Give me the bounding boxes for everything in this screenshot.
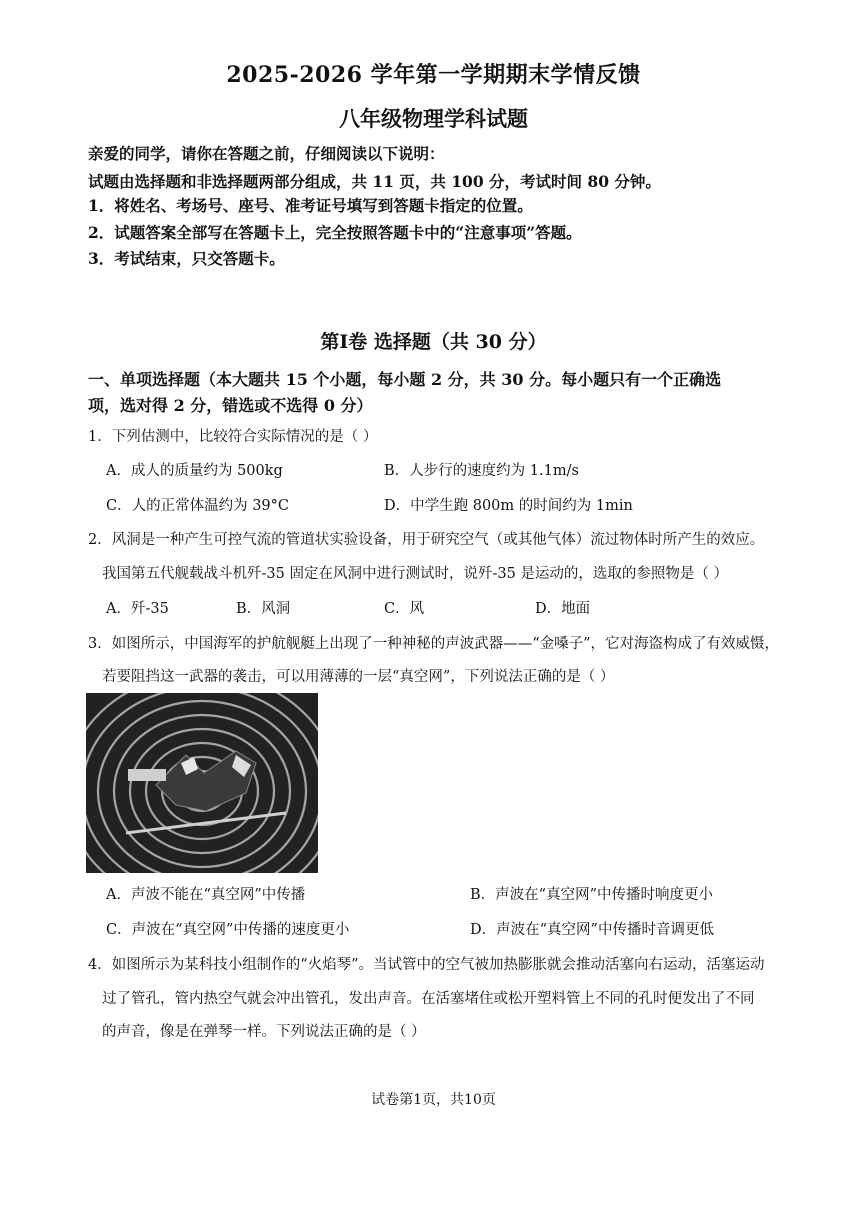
section-title: 第Ⅰ卷 选择题（共 30 分） — [320, 331, 547, 353]
question-1-option-b: B．人步行的速度约为 1.1m/s — [384, 463, 579, 479]
question-2-option-a: A．歼-35 — [106, 601, 169, 617]
sound-wave-weapon-figure — [86, 693, 318, 873]
question-3-option-d: D．声波在“真空网”中传播时音调更低 — [470, 922, 714, 938]
exam-subtitle: 八年级物理学科试题 — [339, 106, 528, 131]
page-footer: 试卷第1页，共10页 — [371, 1092, 496, 1108]
part-title: 项，选对得 2 分，错选或不选得 0 分） — [88, 396, 373, 415]
intro-line: 3．考试结束，只交答题卡。 — [88, 249, 285, 268]
intro-line: 2．试题答案全部写在答题卡上，完全按照答题卡中的“注意事项”答题。 — [88, 223, 582, 242]
question-3-option-a: A．声波不能在“真空网”中传播 — [106, 887, 306, 903]
question-3-option-c: C．声波在“真空网”中传播的速度更小 — [106, 922, 350, 938]
question-3-option-b: B．声波在“真空网”中传播时响度更小 — [470, 887, 713, 903]
question-4-stem: 的声音，像是在弹琴一样。下列说法正确的是（ ） — [102, 1024, 426, 1040]
intro-line: 1．将姓名、考场号、座号、准考证号填写到答题卡指定的位置。 — [88, 196, 533, 215]
question-3-stem: 若要阻挡这一武器的袭击，可以用薄薄的一层“真空网”，下列说法正确的是（ ） — [102, 669, 615, 685]
question-1-option-a: A．成人的质量约为 500kg — [106, 463, 283, 479]
question-1-option-d: D．中学生跑 800m 的时间约为 1min — [384, 498, 633, 514]
question-2-option-b: B．风洞 — [236, 601, 291, 617]
question-1-stem: 1．下列估测中，比较符合实际情况的是（ ） — [88, 429, 378, 445]
intro-line: 试题由选择题和非选择题两部分组成，共 11 页，共 100 分，考试时间 80 分钟。 — [88, 172, 661, 191]
question-4-stem: 过了管孔，管内热空气就会冲出管孔，发出声音。在活塞堵住或松开塑料管上不同的孔时便发出了不同 — [102, 991, 755, 1007]
question-4-stem: 4．如图所示为某科技小组制作的“火焰琴”。当试管中的空气被加热膨胀就会推动活塞向右运动，活塞运动 — [88, 957, 765, 973]
question-2-option-c: C．风 — [384, 601, 425, 617]
intro-line: 亲爱的同学，请你在答题之前，仔细阅读以下说明： — [88, 144, 445, 163]
part-title: 一、单项选择题（本大题共 15 个小题，每小题 2 分，共 30 分。每小题只有一个正确选 — [88, 370, 722, 389]
exam-title: 2025-2026 学年第一学期期末学情反馈 — [226, 62, 641, 88]
question-1-option-c: C．人的正常体温约为 39°C — [106, 498, 289, 514]
question-2-stem: 我国第五代舰载战斗机歼-35 固定在风洞中进行测试时，说歼-35 是运动的，选取的参照物是（ ） — [102, 566, 729, 582]
sound-wave-photo — [86, 693, 318, 873]
question-3-stem: 3．如图所示，中国海军的护航舰艇上出现了一种神秘的声波武器——“金嗓子”，它对海盗构成了有效威慑， — [88, 636, 780, 652]
question-2-stem: 2．风洞是一种产生可控气流的管道状实验设备，用于研究空气（或其他气体）流过物体时所产生的效应。 — [88, 532, 765, 548]
question-2-option-d: D．地面 — [535, 601, 591, 617]
